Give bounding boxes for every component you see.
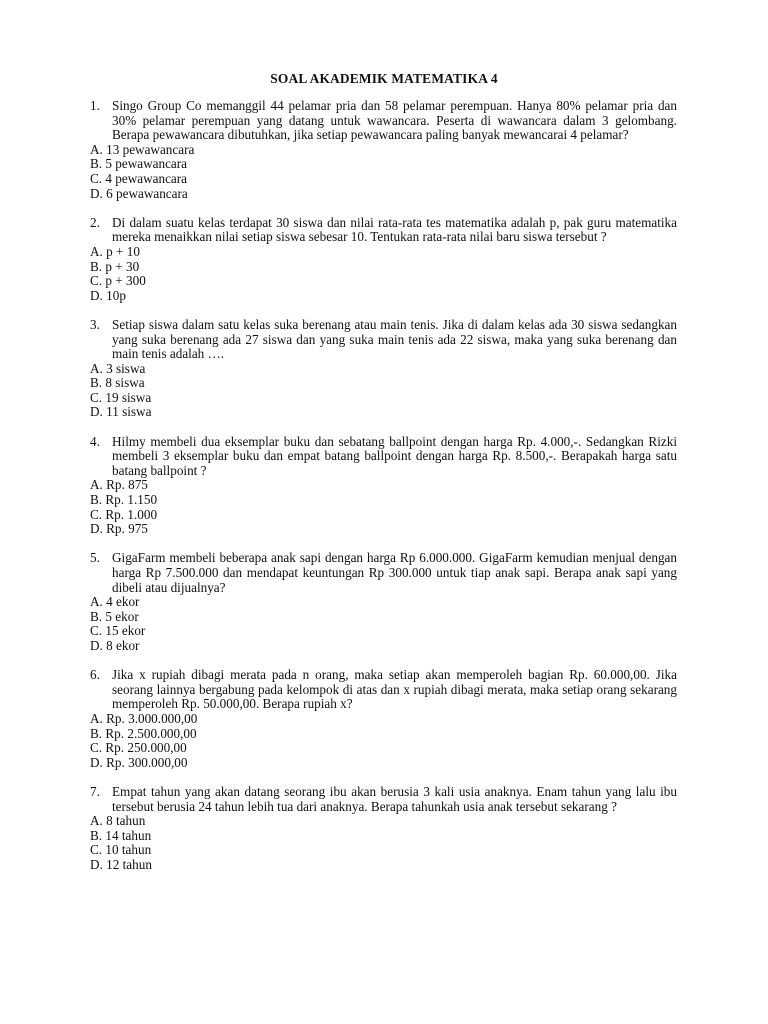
option-text: 5 pewawancara: [105, 156, 188, 172]
option-letter: D.: [90, 185, 103, 201]
option-text: Rp. 300.000,00: [106, 754, 188, 770]
option-letter: A.: [90, 141, 103, 157]
option-letter: C.: [90, 273, 103, 289]
answer-options: [90, 478, 677, 536]
option-letter: B.: [90, 156, 103, 172]
option-text: Rp. 875: [106, 477, 148, 493]
answer-options: [90, 143, 677, 201]
answer-option-d: [90, 858, 677, 873]
option-text: 11 siswa: [106, 404, 152, 420]
option-letter: B.: [90, 375, 103, 391]
option-letter: C.: [90, 506, 103, 522]
answer-option-a: [90, 362, 677, 377]
question-4: [90, 435, 677, 537]
answer-options: [90, 245, 677, 303]
answer-options: [90, 362, 677, 420]
option-letter: A.: [90, 594, 103, 610]
option-text: 4 pewawancara: [105, 170, 188, 186]
answer-option-a: [90, 143, 677, 158]
question-header: [90, 216, 677, 245]
answer-options: [90, 595, 677, 653]
option-text: 13 pewawancara: [106, 141, 195, 157]
option-text: Rp. 975: [106, 521, 148, 537]
answer-option-b: [90, 829, 677, 844]
option-letter: D.: [90, 637, 103, 653]
option-letter: A.: [90, 360, 103, 376]
answer-option-d: [90, 405, 677, 420]
question-text: Singo Group Co memanggil 44 pelamar pria dan 58 pelamar perempuan. Hanya 80% pelamar pria dan 30% pelamar perempuan yang datang untuk wawancara. Peserta di wawancara dalam 3 gelombang. Berapa pewawancara dibutuhkan, jika setiap pewawancara paling banyak mewancarai 4 pelamar?: [112, 98, 677, 143]
answer-option-d: [90, 639, 677, 654]
option-text: Rp. 250.000,00: [105, 740, 187, 756]
question-text: Empat tahun yang akan datang seorang ibu akan berusia 3 kali usia anaknya. Enam tahun yang lalu ibu tersebut berusia 24 tahun lebih tua dari anaknya. Berapa tahunkah usia anak tersebut sekarang ?: [112, 783, 677, 814]
question-header: [90, 785, 677, 814]
option-text: 14 tahun: [105, 827, 152, 843]
answer-option-d: [90, 522, 677, 537]
option-text: 15 ekor: [105, 623, 146, 639]
question-header: [90, 551, 677, 595]
question-number: 2.: [90, 214, 100, 230]
answer-option-c: [90, 741, 677, 756]
question-6: [90, 668, 677, 770]
question-text: Setiap siswa dalam satu kelas suka berenang atau main tenis. Jika di dalam kelas ada 30 siswa sedangkan yang suka berenang ada 27 siswa dan yang suka main tenis ada 22 siswa, maka yang suka berenang dan main tenis adalah ….: [112, 316, 677, 362]
option-letter: B.: [90, 725, 103, 741]
answer-option-a: [90, 814, 677, 829]
option-text: 12 tahun: [106, 856, 152, 872]
question-number: 4.: [90, 433, 100, 449]
answer-option-b: [90, 260, 677, 275]
option-letter: D.: [90, 856, 103, 872]
question-header: [90, 318, 677, 362]
question-text: Hilmy membeli dua eksemplar buku dan sebatang ballpoint dengan harga Rp. 4.000,-. Sedangkan Rizki membeli 3 eksemplar buku dan empat batang ballpoint dengan harga Rp. 8.500,-. Berapakah harga satu batang ballpoint ?: [112, 433, 677, 478]
answer-option-c: [90, 274, 677, 289]
answer-option-a: [90, 245, 677, 260]
option-letter: D.: [90, 404, 103, 420]
option-letter: C.: [90, 740, 103, 756]
question-text: Jika x rupiah dibagi merata pada n orang, maka setiap akan memperoleh bagian Rp. 60.000,00. Jika seorang lainnya bergabung pada kelompok di atas dan x rupiah dibagi merata, maka setiap orang sekarang memperoleh Rp. 50.000,00. Berapa rupiah x?: [112, 667, 677, 712]
option-letter: C.: [90, 170, 103, 186]
option-letter: C.: [90, 389, 103, 405]
option-text: 8 ekor: [106, 637, 140, 653]
option-text: p + 300: [105, 273, 146, 289]
question-number: 3.: [90, 316, 100, 332]
option-letter: B.: [90, 608, 103, 624]
question-number: 1.: [90, 98, 100, 113]
question-3: [90, 318, 677, 420]
option-text: Rp. 1.150: [105, 492, 158, 508]
option-text: 8 tahun: [106, 813, 146, 829]
option-letter: C.: [90, 842, 103, 858]
option-text: 6 pewawancara: [106, 185, 188, 201]
answer-option-c: [90, 391, 677, 406]
answer-option-c: [90, 508, 677, 523]
question-header: [90, 99, 677, 143]
option-letter: D.: [90, 287, 103, 303]
answer-option-a: [90, 595, 677, 610]
question-5: [90, 551, 677, 653]
option-text: 5 ekor: [105, 608, 139, 624]
answer-option-c: [90, 843, 677, 858]
page-title: SOAL AKADEMIK MATEMATIKA 4: [270, 71, 498, 86]
answer-option-d: [90, 756, 677, 771]
answer-option-c: [90, 172, 677, 187]
option-letter: A.: [90, 477, 103, 493]
option-text: p + 10: [106, 243, 140, 259]
answer-option-a: [90, 712, 677, 727]
option-letter: A.: [90, 243, 103, 259]
option-text: 8 siswa: [105, 375, 145, 391]
option-letter: B.: [90, 827, 103, 843]
option-letter: A.: [90, 710, 103, 726]
option-text: 10p: [106, 287, 126, 303]
option-letter: C.: [90, 623, 103, 639]
answer-option-c: [90, 624, 677, 639]
option-text: Rp. 2.500.000,00: [105, 725, 197, 741]
answer-option-b: [90, 493, 677, 508]
option-text: 10 tahun: [105, 842, 152, 858]
question-header: [90, 668, 677, 712]
question-1: [90, 99, 677, 201]
answer-option-b: [90, 157, 677, 172]
option-text: 4 ekor: [106, 594, 140, 610]
option-text: Rp. 3.000.000,00: [106, 710, 198, 726]
answer-option-b: [90, 376, 677, 391]
question-number: 7.: [90, 783, 100, 799]
question-list: [90, 99, 677, 887]
question-text: Di dalam suatu kelas terdapat 30 siswa dan nilai rata-rata tes matematika adalah p, pak guru matematika mereka menaikkan nilai setiap siswa sebesar 10. Tentukan rata-rata nilai baru siswa tersebut ?: [112, 214, 677, 245]
question-number: 6.: [90, 667, 100, 683]
option-letter: A.: [90, 813, 103, 829]
option-text: 19 siswa: [105, 389, 152, 405]
question-2: [90, 216, 677, 304]
answer-option-b: [90, 610, 677, 625]
answer-option-d: [90, 289, 677, 304]
option-letter: B.: [90, 258, 103, 274]
answer-option-a: [90, 478, 677, 493]
question-text: GigaFarm membeli beberapa anak sapi dengan harga Rp 6.000.000. GigaFarm kemudian menjual dengan harga Rp 7.500.000 dan mendapat keuntungan Rp 300.000 untuk tiap anak sapi. Berapa anak sapi yang dibeli atau dijualnya?: [112, 550, 677, 595]
option-letter: D.: [90, 521, 103, 537]
question-7: [90, 785, 677, 873]
option-text: 3 siswa: [106, 360, 146, 376]
option-text: Rp. 1.000: [105, 506, 158, 522]
answer-option-d: [90, 187, 677, 202]
option-letter: D.: [90, 754, 103, 770]
answer-options: [90, 814, 677, 872]
option-letter: B.: [90, 492, 103, 508]
question-number: 5.: [90, 550, 100, 566]
answer-option-b: [90, 727, 677, 742]
answer-options: [90, 712, 677, 770]
question-header: [90, 435, 677, 479]
option-text: p + 30: [105, 258, 140, 274]
